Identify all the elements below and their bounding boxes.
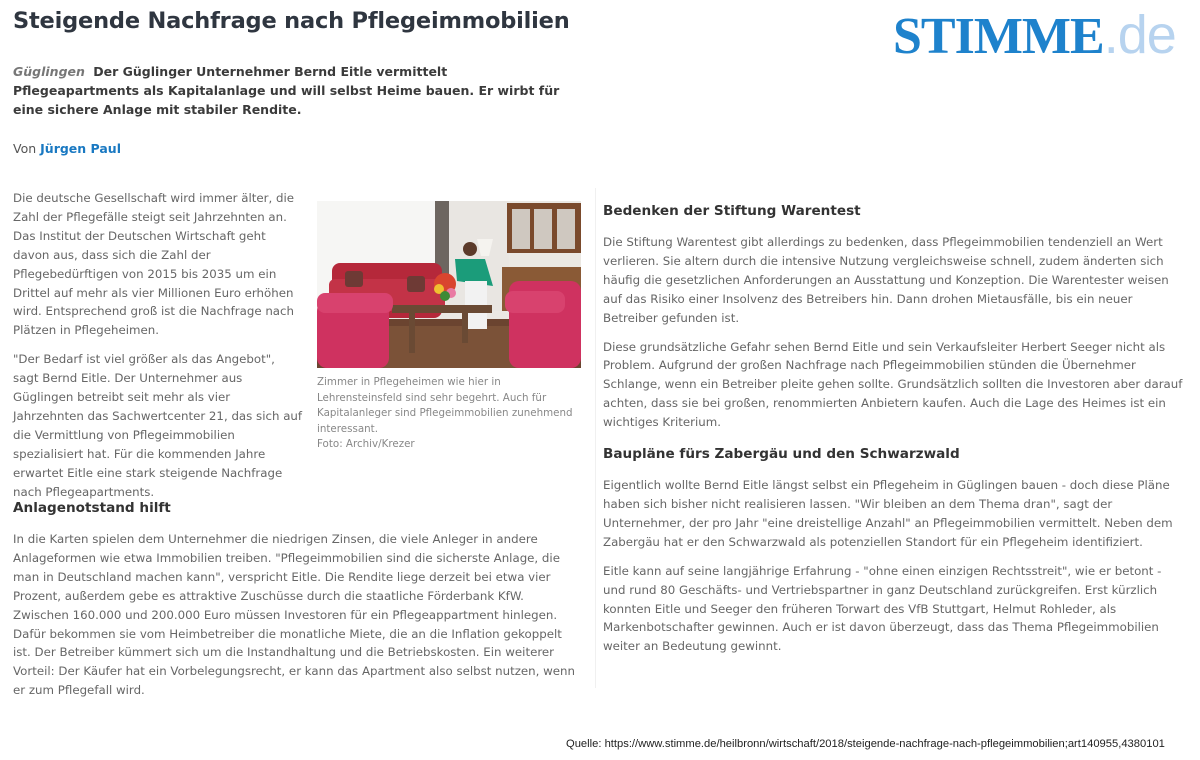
section-bauplaene bbox=[603, 446, 1183, 656]
article-photo[interactable] bbox=[317, 201, 581, 368]
section-paragraph: Diese grundsätzliche Gefahr sehen Bernd Eitle und sein Verkaufsleiter Herbert Seeger nicht als Problem. Aufgrund der großen Nachfrage nach Pflegeimmobilien stünden die Übernehmer Schlange, wenn ein Betreiber pleite gehen sollte. Grundsätzlich sollten die Investoren aber darauf achten, dass sie bei großen, renommierten Anbietern kaufen. Auch die Lage des Heimes ist ein wichtiges Kriterium. bbox=[603, 339, 1183, 430]
article-lead bbox=[13, 62, 573, 119]
section-heading: Anlagenotstand hilft bbox=[13, 500, 171, 516]
right-column bbox=[603, 203, 1183, 666]
source-label: Quelle: bbox=[566, 738, 602, 750]
intro-paragraph: "Der Bedarf ist viel größer als das Angebot", sagt Bernd Eitle. Der Unternehmer aus Güglingen betreibt seit mehr als vier Jahrzehnten das Sachwertcenter 21, das sich auf die Vermittlung von Pflegeimmobilien spezialisiert hat. Für die kommenden Jahre erwartet Eitle eine stark steigende Nachfrage nach Pflegeapartments. bbox=[13, 352, 303, 499]
section-heading: Baupläne fürs Zabergäu und den Schwarzwald bbox=[603, 446, 960, 463]
section-paragraph: Eigentlich wollte Bernd Eitle längst selbst ein Pflegeheim in Güglingen bauen - doch diese Pläne haben sich bisher nicht realisieren lassen. "Wir bleiben an dem Thema dran", sagt der Unternehmer, der pro Jahr "eine dreistellige Anzahl" an Pflegeimmobilien vermittelt. Neben dem Zabergäu hat er den Schwarzwald als potenziellen Standort für ein Pflegeheim identifiziert. bbox=[603, 478, 1173, 549]
dateline: Güglingen bbox=[13, 64, 85, 79]
article-title: Steigende Nachfrage nach Pflegeimmobilien bbox=[13, 8, 570, 34]
author-link[interactable]: Jürgen Paul bbox=[40, 141, 121, 156]
section-anlagenotstand bbox=[13, 500, 583, 700]
photo-caption bbox=[317, 375, 581, 453]
section-paragraph: Eitle kann auf seine langjährige Erfahrung - "ohne einen einzigen Rechtsstreit", wie er betont - und rund 80 Geschäfts- und Vertriebspartner in ganz Deutschland zurückgreifen. Erst kürzlich konnten Eitle und Seeger den früheren Torwart des VfB Stuttgart, Helmut Rohleder, als Markenbotschafter gewinnen. Auch er ist davon überzeugt, dass das Thema Pflegeimmobilien weiter an Bedeutung gewinnt. bbox=[603, 563, 1162, 654]
source-url: https://www.stimme.de/heilbronn/wirtschaft/2018/steigende-nachfrage-nach-pflegeimmobilien;art140955,4380101 bbox=[604, 738, 1165, 750]
article-figure bbox=[317, 201, 581, 453]
byline-prefix: Von bbox=[13, 141, 37, 156]
byline bbox=[13, 141, 121, 156]
caption-text: Zimmer in Pflegeheimen wie hier in Lehrensteinsfeld sind sehr begehrt. Auch für Kapitalanleger sind Pflegeimmobilien zunehmend interessant. bbox=[317, 376, 573, 435]
column-divider bbox=[595, 188, 596, 688]
section-warentest bbox=[603, 203, 1183, 432]
section-paragraph: In die Karten spielen dem Unternehmer die niedrigen Zinsen, die viele Anleger in andere Anlageformen wie etwa Immobilien treiben. "Pflegeimmobilien sind die sicherste Anlage, die man in Deutschland machen kann", verspricht Eitle. Die Rendite liege derzeit bei etwa vier Prozent, außerdem gebe es attraktive Zuschüsse durch die staatliche Förderbank KfW. Zwischen 160.000 und 200.000 Euro müssen Investoren für ein Pflegeappartment hinlegen. Dafür bekommen sie vom Heimbetreiber die monatliche Miete, die an die Inflation gekoppelt ist. Der Betreiber kümmert sich um die Instandhaltung und die Betriebskosten. Ein weiterer Vorteil: Der Käufer hat ein Vorbelegungsrecht, er kann das Apartment also selbst nutzen, wenn er zum Pflegefall wird. bbox=[13, 532, 575, 698]
section-paragraph: Die Stiftung Warentest gibt allerdings zu bedenken, dass Pflegeimmobilien tendenziell an Wert verlieren. Sie altern durch die intensive Nutzung vergleichsweise schnell, zudem änderten sich häufig die gesetzlichen Anforderungen an Ausstattung und Konzeption. Die Warentester weisen auf das Risiko einer Insolvenz des Betreibers hin. Dann drohen Mietausfälle, bis ein neuer Betreiber gefunden ist. bbox=[603, 235, 1169, 325]
intro-paragraph: Die deutsche Gesellschaft wird immer älter, die Zahl der Pflegefälle steigt seit Jahrzehnten an. Das Institut der Deutschen Wirtschaft geht davon aus, dass sich die Zahl der Pflegebedürftigen von 2015 bis 2035 um ein Drittel auf mehr als vier Millionen Euro erhöhen wird. Entsprechend groß ist die Nachfrage nach Plätzen in Pflegeheimen. bbox=[13, 191, 295, 338]
photo-nursing-home-room-image bbox=[317, 201, 581, 368]
photo-credit: Foto: Archiv/Krezer bbox=[317, 438, 415, 450]
logo-brand: STIMME bbox=[893, 8, 1104, 65]
section-heading: Bedenken der Stiftung Warentest bbox=[603, 203, 861, 219]
logo-tld: .de bbox=[1103, 5, 1176, 65]
stimme-logo[interactable] bbox=[893, 4, 1176, 66]
intro-column bbox=[13, 189, 303, 502]
source-citation bbox=[566, 738, 1165, 750]
lead-text: Der Güglinger Unternehmer Bernd Eitle vermittelt Pflegeapartments als Kapitalanlage und will selbst Heime bauen. Er wirbt für eine sichere Anlage mit stabiler Rendite. bbox=[13, 64, 560, 117]
